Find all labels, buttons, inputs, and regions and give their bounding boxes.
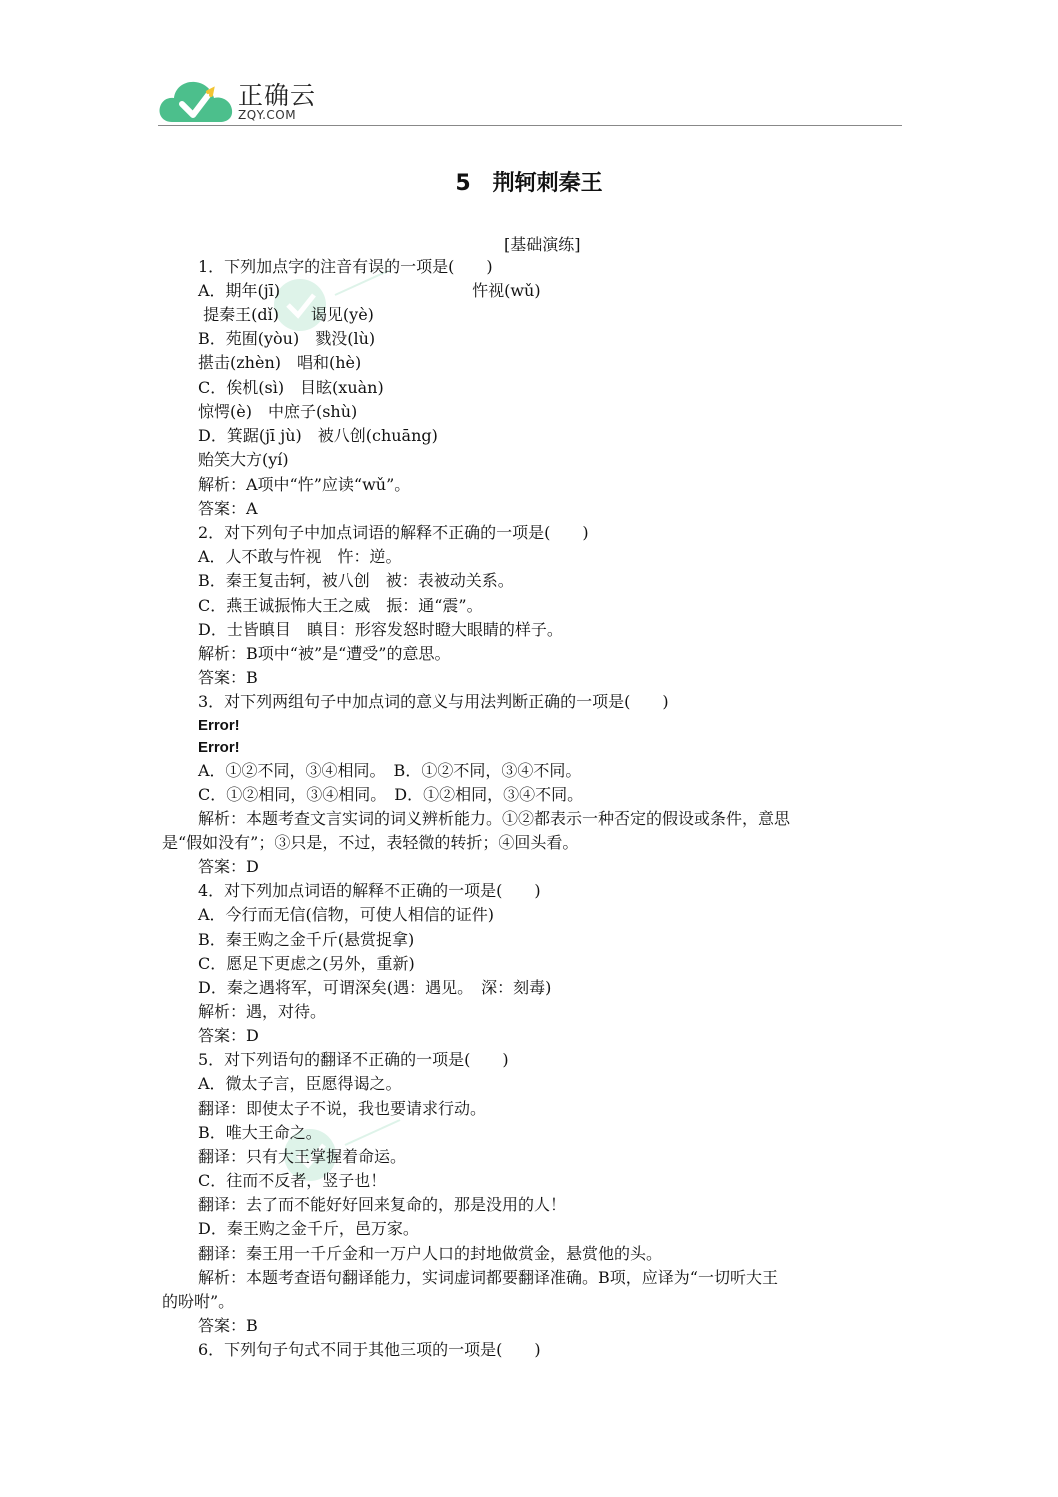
option-line: 揕击(zhèn) 唱和(hè)	[198, 353, 362, 372]
option-line: A．微太子言，臣愿得谒之。	[198, 1074, 402, 1093]
option-line: C．燕王诚振怖大王之威 振：通“震”。	[198, 596, 483, 615]
page-title: 5 荆轲刺秦王	[455, 171, 603, 196]
header-divider	[158, 125, 902, 126]
question-1-stem: 1．下列加点字的注音有误的一项是( )	[198, 257, 493, 276]
logo-domain: ZQY.COM	[238, 108, 297, 122]
option-line: A．今行而无信(信物，可使人相信的证件)	[198, 905, 495, 924]
option-line: B．苑囿(yòu) 戮没(lù)	[198, 329, 376, 348]
question-6-stem: 6．下列句子句式不同于其他三项的一项是( )	[198, 1340, 541, 1359]
translation-line: 翻译：去了而不能好好回来复命的，那是没用的人！	[198, 1195, 567, 1214]
answer-text: 答案：B	[198, 668, 258, 687]
error-text: Error!	[198, 717, 240, 734]
option-line: D．箕踞(jī jù) 被八创(chuāng)	[198, 426, 438, 445]
option-line: D．秦王购之金千斤，邑万家。	[198, 1219, 419, 1238]
option-line: 贻笑大方(yí)	[198, 450, 289, 469]
analysis-text: 解析：遇，对待。	[198, 1002, 327, 1021]
answer-text: 答案：D	[198, 1026, 259, 1045]
question-4-stem: 4．对下列加点词语的解释不正确的一项是( )	[198, 881, 541, 900]
answer-text: 答案：D	[198, 857, 259, 876]
option-line: C．往而不反者，竖子也！	[198, 1171, 387, 1190]
option-line: D．秦之遇将军，可谓深矣(遇：遇见。 深：刻毒)	[198, 978, 552, 997]
option-line: B．秦王复击轲，被八创 被：表被动关系。	[198, 571, 514, 590]
section-heading: [基础演练]	[504, 235, 581, 254]
analysis-text: 的吩咐”。	[162, 1292, 235, 1311]
option-line: D．士皆瞋目 瞋目：形容发怒时瞪大眼睛的样子。	[198, 620, 563, 639]
option-line: 惊愕(è) 中庶子(shù)	[198, 402, 358, 421]
option-line: C．俟机(sì) 目眩(xuàn)	[198, 378, 384, 397]
question-5-stem: 5．对下列语句的翻译不正确的一项是( )	[198, 1050, 509, 1069]
option-line: B．秦王购之金千斤(悬赏捉拿)	[198, 930, 415, 949]
analysis-text: 解析：本题考查语句翻译能力，实词虚词都要翻译准确。B项，应译为“一切听大王	[198, 1268, 778, 1287]
translation-line: 翻译：即使太子不说，我也要请求行动。	[198, 1099, 487, 1118]
translation-line: 翻译：只有大王掌握着命运。	[198, 1147, 407, 1166]
question-2-stem: 2．对下列句子中加点词语的解释不正确的一项是( )	[198, 523, 589, 542]
option-line: C．愿足下更虑之(另外，重新)	[198, 954, 415, 973]
option-line: A．①②不同，③④相同。 B．①②不同，③④不同。	[198, 761, 582, 780]
translation-line: 翻译：秦王用一千斤金和一万户人口的封地做赏金，悬赏他的头。	[198, 1244, 663, 1263]
answer-text: 答案：A	[198, 499, 258, 518]
answer-text: 答案：B	[198, 1316, 258, 1335]
logo-text: 正确云	[238, 81, 317, 110]
option-line: A．期年(jī) 忤视(wǔ)	[198, 281, 541, 300]
option-line: C．①②相同，③④相同。 D．①②相同，③④不同。	[198, 785, 584, 804]
option-line: 提秦王(dǐ) 谒见(yè)	[198, 305, 374, 324]
analysis-text: 解析：A项中“忤”应读“wǔ”。	[198, 475, 411, 494]
question-3-stem: 3．对下列两组句子中加点词的意义与用法判断正确的一项是( )	[198, 692, 669, 711]
analysis-text: 解析：本题考查文言实词的词义辨析能力。①②都表示一种否定的假设或条件，意思	[198, 809, 791, 828]
analysis-text: 是“假如没有”；③只是，不过，表轻微的转折；④回头看。	[162, 833, 579, 852]
header	[158, 72, 902, 128]
option-line: A．人不敢与忤视 忤：逆。	[198, 547, 402, 566]
error-text: Error!	[198, 739, 240, 756]
analysis-text: 解析：B项中“被”是“遭受”的意思。	[198, 644, 451, 663]
option-line: B．唯大王命之。	[198, 1123, 322, 1142]
cloud-check-logo-icon	[158, 78, 234, 124]
